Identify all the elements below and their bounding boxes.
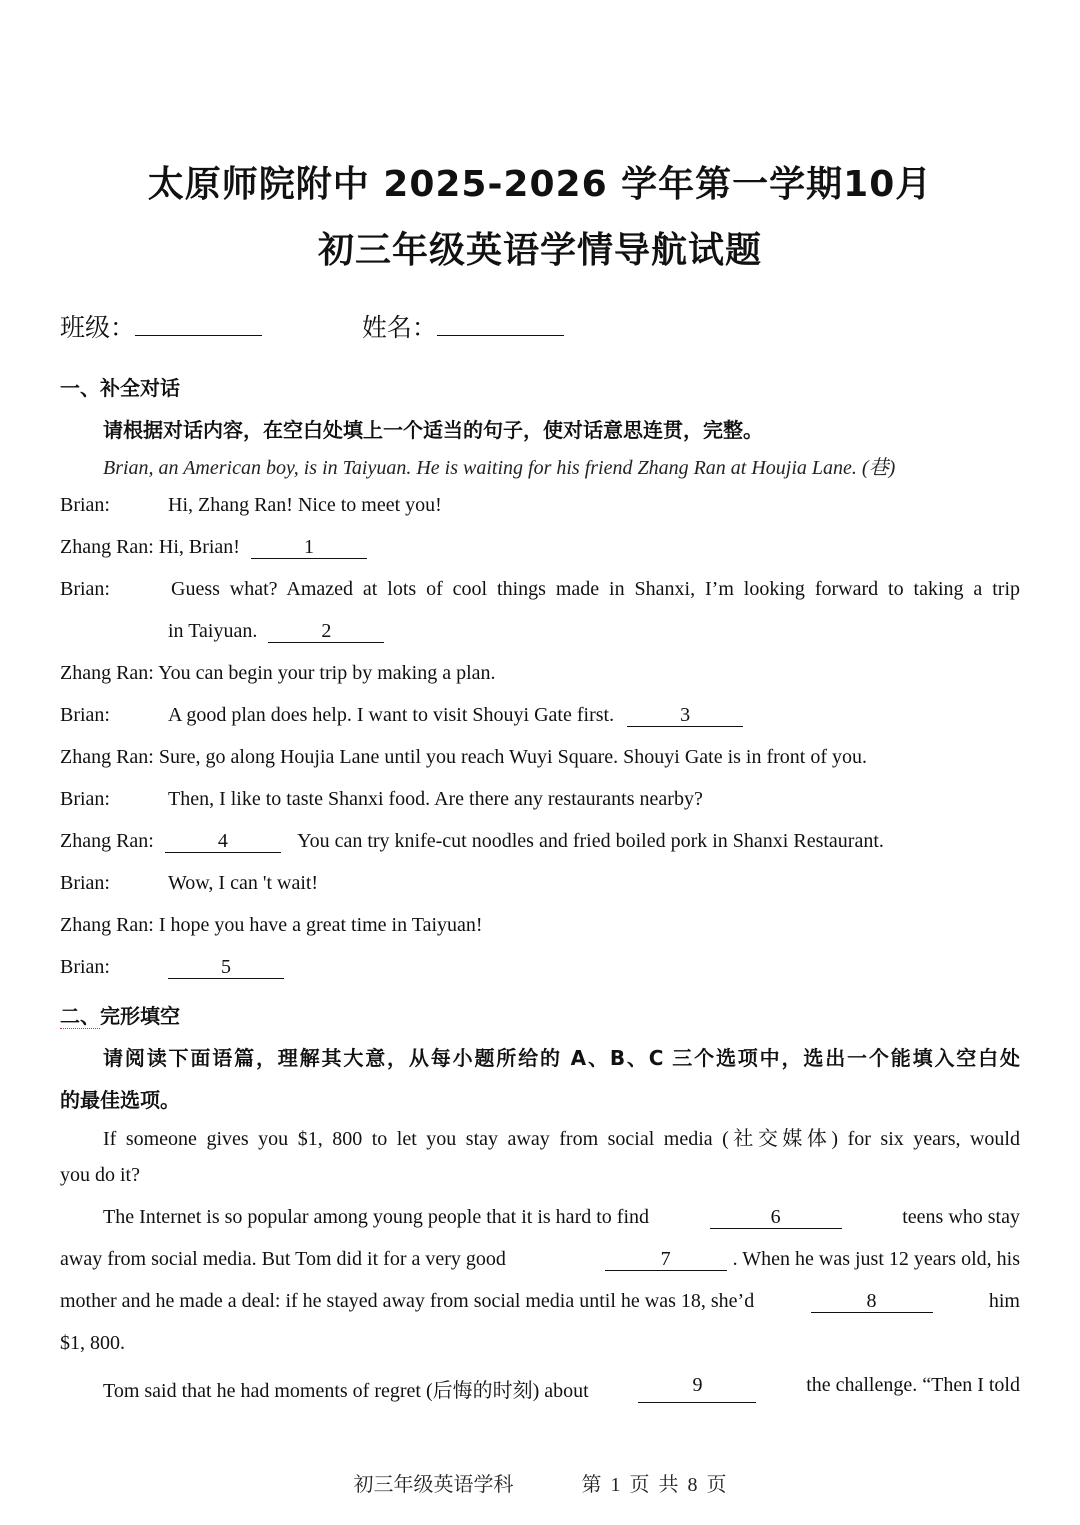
speaker-label: Zhang Ran: — [60, 830, 154, 852]
passage-text: The Internet is so popular among young people that it is hard to find — [103, 1206, 649, 1228]
speaker-label: Zhang Ran: — [60, 662, 154, 684]
dialogue-text: Then, I like to taste Shanxi food. Are there any restaurants nearby? — [168, 788, 703, 810]
passage-p1-line2: you do it? — [60, 1164, 140, 1186]
answer-blank-3[interactable]: 3 — [627, 704, 743, 727]
dialogue-text: A good plan does help. I want to visit Shouyi Gate first. — [168, 704, 615, 726]
cloze-blank-9[interactable]: 9 — [638, 1374, 756, 1403]
dialogue-line — [168, 956, 284, 979]
speaker-label: Zhang Ran: — [60, 914, 154, 936]
passage-p3-line1 — [103, 1374, 1020, 1403]
dialogue-line — [60, 746, 867, 769]
passage-p2-line1 — [103, 1206, 1020, 1229]
passage-p2-line3 — [60, 1290, 1020, 1313]
speaker-label: Zhang Ran: — [60, 536, 154, 558]
answer-blank-4[interactable]: 4 — [165, 830, 281, 853]
dialogue-line — [168, 620, 390, 643]
speaker-label: Brian: — [60, 494, 110, 516]
passage-text: away from social media. But Tom did it for a very good — [60, 1248, 506, 1270]
answer-blank-5[interactable]: 5 — [168, 956, 284, 979]
dialogue-text: Hi, Zhang Ran! Nice to meet you! — [168, 494, 442, 516]
speaker-label: Brian: — [60, 578, 110, 600]
dialogue-line — [60, 662, 496, 685]
speaker-label: Brian: — [60, 956, 110, 978]
footer-page-number: 第 1 页 共 8 页 — [581, 1474, 727, 1496]
speaker-label: Zhang Ran: — [60, 746, 154, 768]
dialogue-line — [60, 914, 483, 937]
dialogue-line — [168, 704, 749, 727]
passage-p2-line4: $1, 800. — [60, 1332, 125, 1354]
dialogue-text: in Taiyuan. — [168, 620, 258, 642]
cloze-blank-7[interactable]: 7 — [605, 1248, 727, 1271]
passage-p1-line1: If someone gives you $1, 800 to let you stay away from social media (社交媒体) for six years, would — [103, 1128, 1020, 1150]
page-footer — [0, 1468, 1080, 1497]
exam-title-line2: 初三年级英语学情导航试题 — [317, 230, 762, 271]
passage-text: the challenge. “Then I told — [806, 1374, 1020, 1396]
dialogue-text: Guess what? Amazed at lots of cool things made in Shanxi, I’m looking forward to taking a trip — [171, 578, 1020, 600]
dialogue-line — [60, 830, 884, 853]
cloze-blank-6[interactable]: 6 — [710, 1206, 842, 1229]
footer-subject: 初三年级英语学科 — [353, 1474, 514, 1496]
dialogue-text: You can try knife-cut noodles and fried boiled pork in Shanxi Restaurant. — [297, 830, 884, 852]
dialogue-text: Wow, I can 't wait! — [168, 872, 319, 894]
section2-heading — [60, 1000, 180, 1029]
section2-title: 完形填空 — [100, 1004, 180, 1028]
speaker-label: Brian: — [60, 872, 110, 894]
answer-blank-1[interactable]: 1 — [251, 536, 367, 559]
name-field[interactable] — [437, 311, 564, 336]
passage-text: Tom said that he had moments of regret (后悔的时刻) about — [103, 1380, 589, 1402]
section2-number: 二、 — [60, 1004, 100, 1028]
dialogue-text: Hi, Brian! — [158, 536, 240, 558]
section2-instruction-line1: 请阅读下面语篇，理解其大意，从每小题所给的 A、B、C 三个选项中，选出一个能填入空白处 — [103, 1046, 1020, 1070]
dialogue-text: I hope you have a great time in Taiyuan! — [158, 914, 483, 936]
cloze-blank-8[interactable]: 8 — [811, 1290, 933, 1313]
dialogue-line — [60, 536, 373, 559]
speaker-label: Brian: — [60, 788, 110, 810]
dialogue-intro: Brian, an American boy, is in Taiyuan. He is waiting for his friend Zhang Ran at Houjia Lane. (巷) — [103, 457, 896, 479]
passage-p2-line2 — [60, 1248, 1020, 1271]
section1-heading: 一、补全对话 — [60, 376, 180, 400]
section2-instruction-line2: 的最佳选项。 — [60, 1088, 180, 1112]
class-label: 班级： — [60, 313, 136, 342]
exam-title-line1: 太原师院附中 2025-2026 学年第一学期10月 — [147, 164, 933, 205]
passage-text: . When he was just 12 years old, his — [732, 1248, 1020, 1270]
student-info — [60, 308, 564, 344]
dialogue-text: You can begin your trip by making a plan. — [158, 662, 496, 684]
speaker-label: Brian: — [60, 704, 110, 726]
passage-text: him — [988, 1290, 1020, 1312]
passage-text: teens who stay — [902, 1206, 1020, 1228]
answer-blank-2[interactable]: 2 — [268, 620, 384, 643]
dialogue-text: Sure, go along Houjia Lane until you reach Wuyi Square. Shouyi Gate is in front of you. — [158, 746, 868, 768]
passage-text: mother and he made a deal: if he stayed away from social media until he was 18, she’d — [60, 1290, 755, 1312]
class-field[interactable] — [135, 311, 262, 336]
section1-instruction: 请根据对话内容，在空白处填上一个适当的句子，使对话意思连贯，完整。 — [103, 418, 763, 442]
name-label: 姓名： — [361, 313, 437, 342]
